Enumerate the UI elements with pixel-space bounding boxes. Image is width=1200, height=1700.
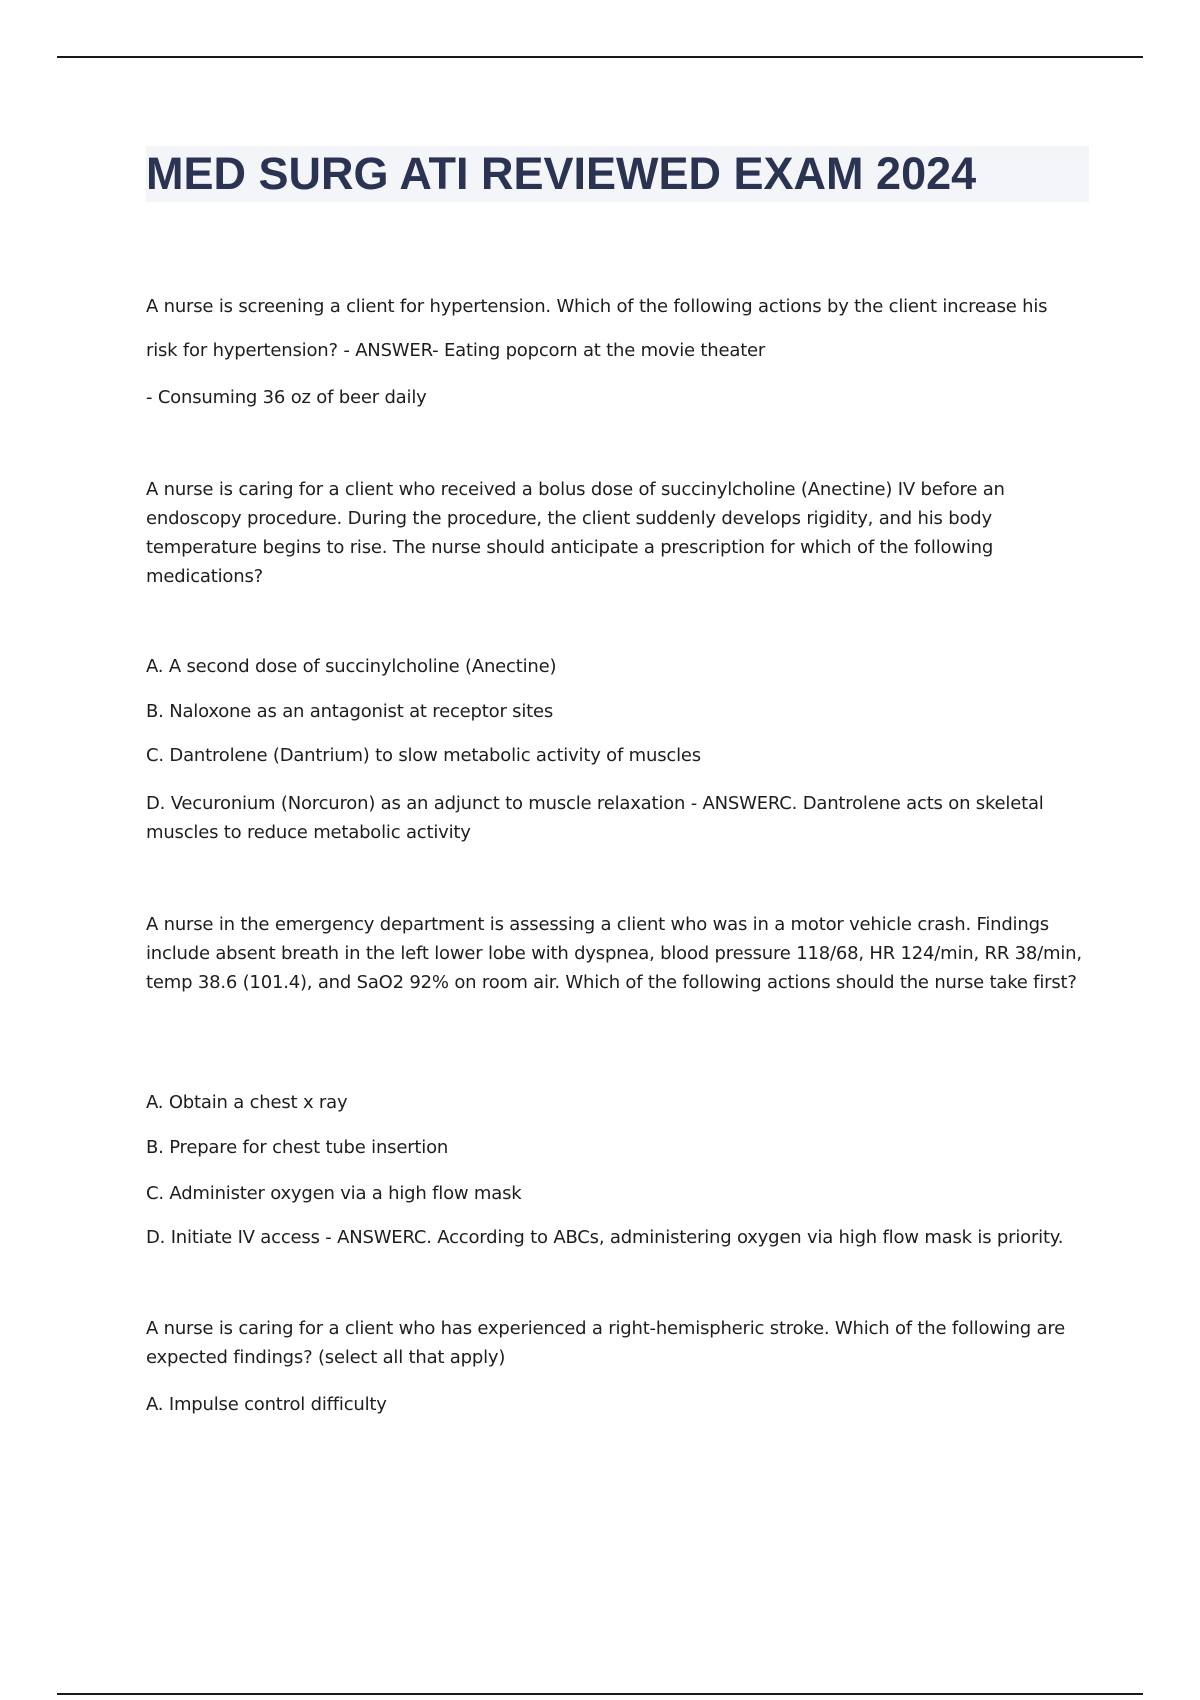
header-rule xyxy=(57,56,1143,58)
question-3-option-c: C. Administer oxygen via a high flow mask xyxy=(146,1183,522,1204)
question-3-stem: A nurse in the emergency department is assessing a client who was in a motor vehicle crash. Findings include absent breath in the left lower lobe with dyspnea, blood pressure 118/68, HR 124/min, RR 38/min, temp 38.6 (101.4), and SaO2 92% on room air. Which of the following actions should the nurse take first? xyxy=(146,914,1082,993)
question-2-option-b: B. Naloxone as an antagonist at receptor sites xyxy=(146,701,554,722)
question-1-line-1: A nurse is screening a client for hypertension. Which of the following actions by the client increase his xyxy=(146,296,1048,317)
question-1-line-3: - Consuming 36 oz of beer daily xyxy=(146,387,427,408)
question-3-option-d: D. Initiate IV access - ANSWERC. According to ABCs, administering oxygen via high flow mask is priority. xyxy=(146,1227,1064,1248)
question-3-option-a: A. Obtain a chest x ray xyxy=(146,1092,348,1113)
question-2-stem: A nurse is caring for a client who received a bolus dose of succinylcholine (Anectine) IV before an endoscopy procedure. During the procedure, the client suddenly develops rigidity, and his body temperature begins to rise. The nurse should anticipate a prescription for which of the following medications? xyxy=(146,479,1005,587)
footer-rule xyxy=(57,1693,1143,1695)
question-4-stem: A nurse is caring for a client who has experienced a right-hemispheric stroke. Which of the following are expected findings? (select all that apply) xyxy=(146,1318,1066,1368)
question-3-option-b: B. Prepare for chest tube insertion xyxy=(146,1137,449,1158)
question-2-option-c: C. Dantrolene (Dantrium) to slow metabolic activity of muscles xyxy=(146,745,701,766)
question-2-option-a: A. A second dose of succinylcholine (Anectine) xyxy=(146,656,557,677)
document-title: MED SURG ATI REVIEWED EXAM 2024 xyxy=(146,148,977,199)
question-2-option-d: D. Vecuronium (Norcuron) as an adjunct to muscle relaxation - ANSWERC. Dantrolene acts on skeletal muscles to reduce metabolic activity xyxy=(146,793,1044,843)
question-1-line-2: risk for hypertension? - ANSWER- Eating popcorn at the movie theater xyxy=(146,340,766,361)
question-4-option-a: A. Impulse control difficulty xyxy=(146,1394,387,1415)
